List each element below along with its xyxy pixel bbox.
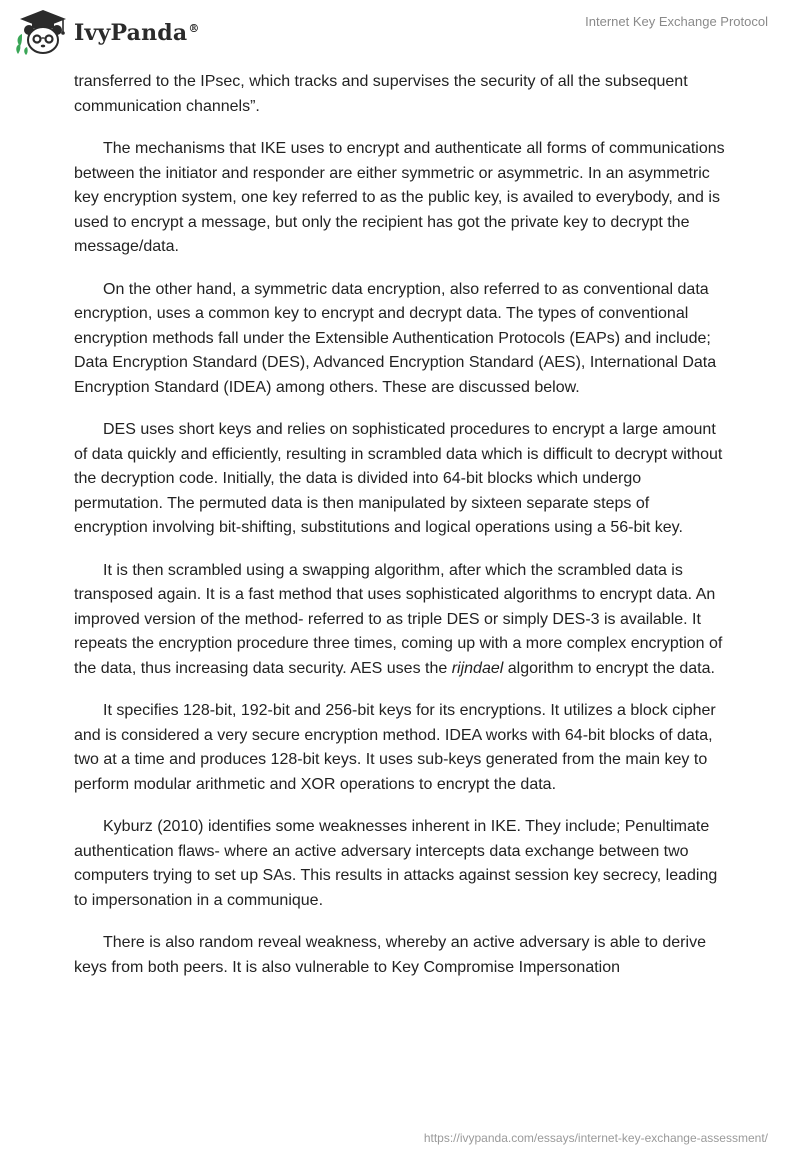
paragraph-5 (74, 559, 726, 682)
paragraph-8: There is also random reveal weakness, whereby an active adversary is able to derive keys from both peers. It is also vulnerable to Key Compromise Impersonation (74, 934, 706, 976)
source-url[interactable]: https://ivypanda.com/essays/internet-key-exchange-assessment/ (423, 1131, 768, 1145)
brand-logo[interactable] (14, 8, 200, 58)
paragraph-5-text-a: It is then scrambled using a swapping algorithm, after which the scrambled data is transposed again. It is a fast method that uses sophisticated algorithms to encrypt data. An improved version of the method- referred to as triple DES or simply DES-3 is available. It repeats the encryption procedure three times, coming up with a more complex encryption of the data, thus increasing data security. AES uses the (74, 561, 723, 677)
paragraph-2: The mechanisms that IKE uses to encrypt and authenticate all forms of communications between the initiator and responder are either symmetric or asymmetric. In an asymmetric key encryption system, one key referred to as the public key, is availed to everybody, and is used to encrypt a message, but only the recipient has got the private key to decrypt the message/data. (74, 140, 725, 255)
italic-term-rijndael: rijndael (451, 659, 504, 677)
registered-mark: ® (188, 22, 200, 35)
paragraph-7: Kyburz (2010) identifies some weaknesses inherent in IKE. They include; Penultimate authentication flaws- where an active adversary intercepts data exchange between two computers trying to set up SAs. This results in attacks against session key secrecy, leading to impersonation in a communique. (74, 818, 718, 909)
brand-name: IvyPanda® (74, 20, 200, 46)
paragraph-3: On the other hand, a symmetric data encryption, also referred to as conventional data encryption, uses a common key to encrypt and decrypt data. The types of conventional encryption methods fall under the Extensible Authentication Protocols (EAPs) and include; Data Encryption Standard (DES), Advanced Encryption Standard (AES), International Data Encryption Standard (IDEA) among others. These are discussed below. (74, 280, 717, 396)
paragraph-5-text-b: algorithm to encrypt the data. (503, 659, 715, 677)
paragraph-1: transferred to the IPsec, which tracks and supervises the security of all the subsequent communication channels”. (74, 73, 688, 115)
paragraph-4: DES uses short keys and relies on sophisticated procedures to encrypt a large amount of data quickly and efficiently, resulting in scrambled data which is difficult to decrypt without the decryption code. Initially, the data is divided into 64-bit blocks which undergo permutation. The permuted data is then manipulated by sixteen separate steps of encryption involving bit-shifting, substitutions and logical operations using a 56-bit key. (74, 421, 723, 536)
page-header (0, 0, 800, 70)
paragraph-6: It specifies 128-bit, 192-bit and 256-bit keys for its encryptions. It utilizes a block cipher and is considered a very secure encryption method. IDEA works with 64-bit blocks of data, two at a time and produces 128-bit keys. It uses sub-keys generated from the main key to perform modular arithmetic and XOR operations to encrypt the data. (74, 702, 716, 793)
panda-graduate-icon (14, 8, 72, 58)
document-title: Internet Key Exchange Protocol (585, 14, 768, 29)
essay-body (74, 70, 726, 998)
